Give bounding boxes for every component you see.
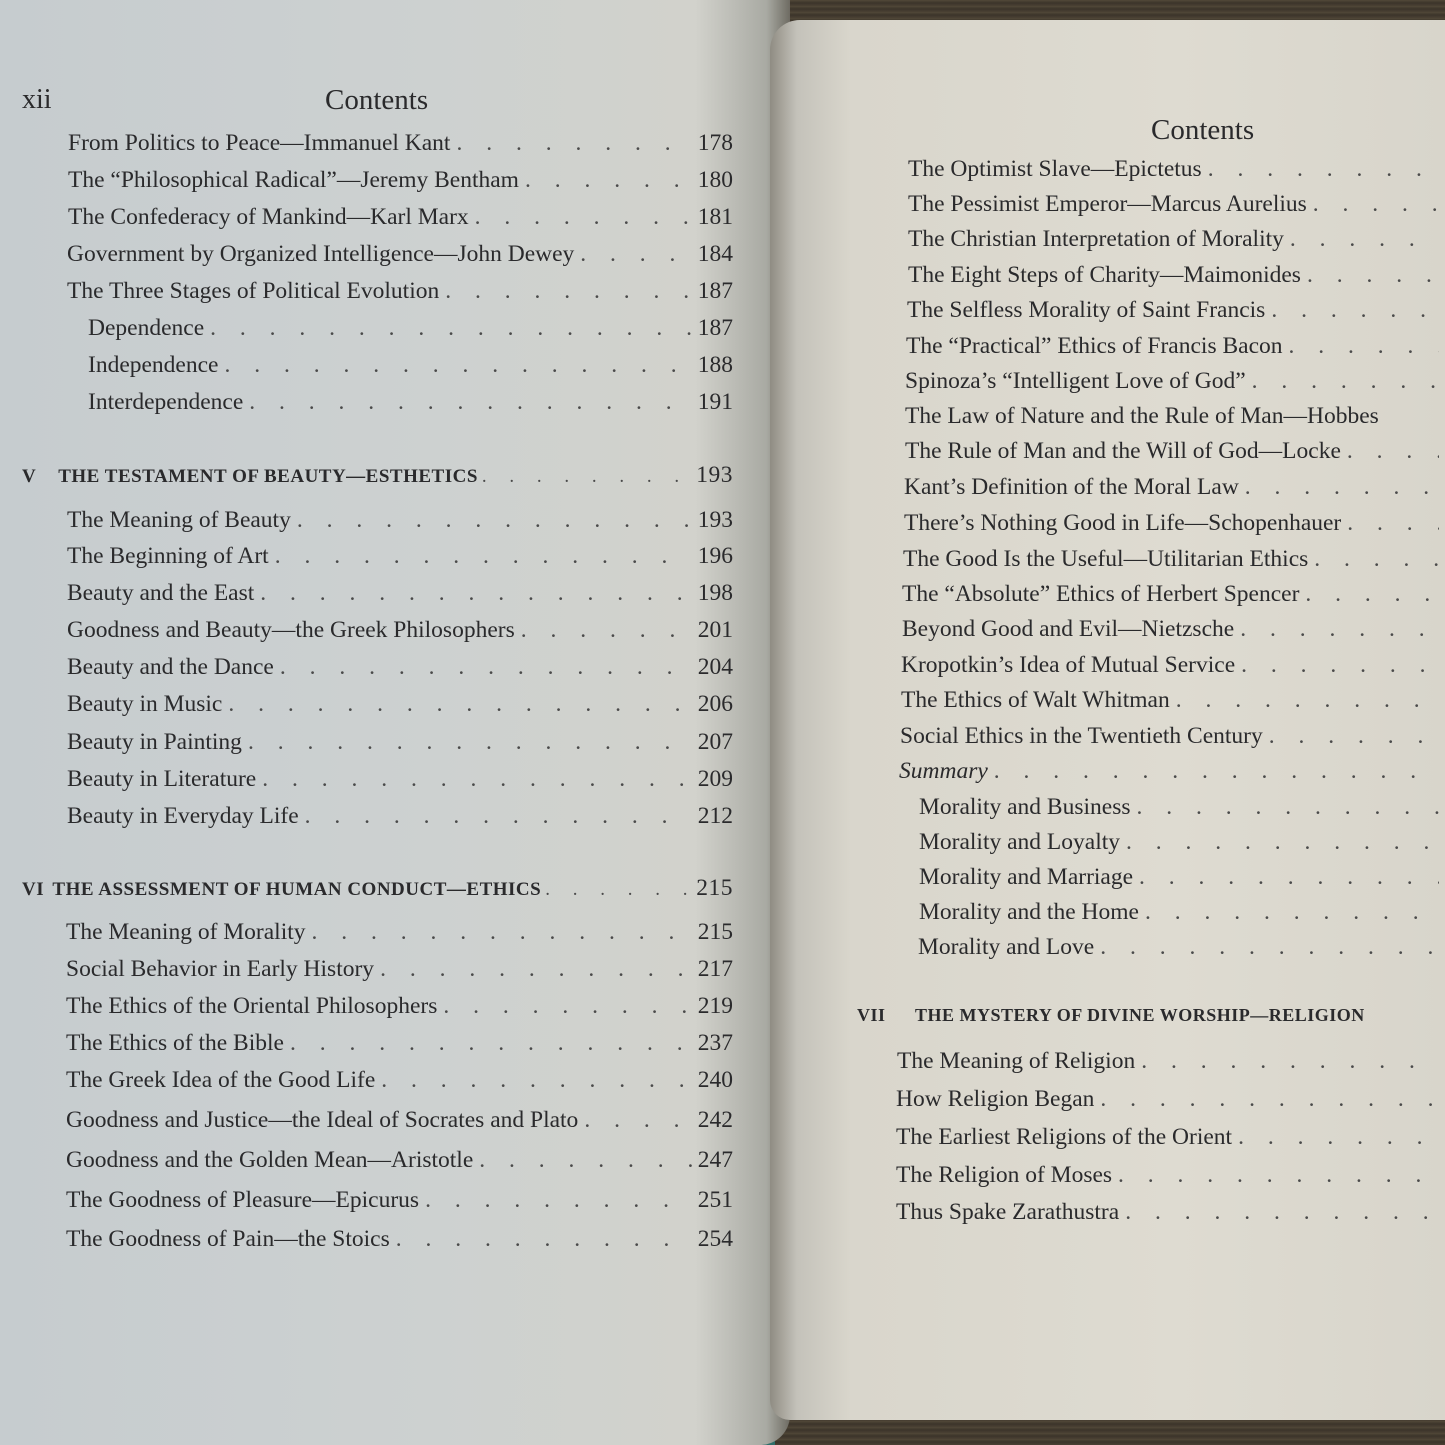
toc-entry-title: Beauty in Everyday Life bbox=[67, 803, 299, 829]
toc-entry bbox=[908, 156, 1445, 183]
toc-entry bbox=[896, 1086, 1445, 1113]
chapter-page: 215 bbox=[696, 875, 733, 901]
toc-entry bbox=[897, 1048, 1445, 1075]
toc-entry-page: 237 bbox=[697, 1030, 733, 1056]
toc-entry-title: Morality and Loyalty bbox=[919, 829, 1121, 855]
toc-entry bbox=[68, 167, 733, 194]
toc-entry-title: The Meaning of Beauty bbox=[67, 507, 291, 533]
leader-dots bbox=[1238, 1124, 1439, 1151]
leader-dots bbox=[260, 580, 691, 607]
leader-dots bbox=[1271, 297, 1439, 324]
toc-entry-page: 201 bbox=[697, 617, 733, 643]
toc-entry-page: 215 bbox=[697, 919, 733, 945]
leader-dots bbox=[1141, 1048, 1439, 1075]
toc-entry-page: 247 bbox=[697, 1147, 733, 1173]
toc-entry bbox=[67, 507, 733, 534]
toc-entry bbox=[66, 919, 733, 946]
toc-entry-title: There’s Nothing Good in Life—Schopenhauer bbox=[904, 510, 1342, 536]
leader-dots bbox=[224, 352, 691, 379]
toc-entry bbox=[896, 1162, 1445, 1189]
toc-entry bbox=[66, 1030, 733, 1057]
toc-entry-page: 178 bbox=[697, 130, 733, 156]
toc-entry-title: How Religion Began bbox=[896, 1086, 1095, 1112]
toc-entry-title: The Pessimist Emperor—Marcus Aurelius bbox=[908, 191, 1307, 217]
toc-entry bbox=[66, 1067, 733, 1094]
chapter-title: THE TESTAMENT OF BEAUTY—ESTHETICS bbox=[58, 466, 478, 487]
toc-subentry bbox=[88, 315, 733, 342]
leader-dots bbox=[1125, 1199, 1439, 1226]
toc-entry-page: 193 bbox=[697, 507, 733, 533]
toc-subentry bbox=[88, 389, 733, 416]
toc-entry-title: The Earliest Religions of the Orient bbox=[896, 1124, 1233, 1150]
leader-dots bbox=[580, 241, 691, 268]
leader-dots bbox=[1176, 687, 1439, 714]
leader-dots bbox=[305, 803, 692, 830]
toc-entry-title: Thus Spake Zarathustra bbox=[896, 1199, 1120, 1225]
leader-dots bbox=[210, 315, 692, 342]
leader-dots bbox=[1269, 723, 1439, 750]
leader-dots bbox=[1241, 652, 1439, 679]
leader-dots bbox=[1100, 934, 1439, 961]
toc-entry-title: The Goodness of Pleasure—Epicurus bbox=[66, 1187, 420, 1213]
toc-entry-title: The Optimist Slave—Epictetus bbox=[908, 156, 1202, 182]
summary-label: Summary bbox=[899, 758, 988, 784]
toc-entry bbox=[67, 278, 733, 305]
toc-entry bbox=[908, 262, 1445, 289]
toc-entry bbox=[903, 546, 1445, 573]
toc-entry bbox=[906, 333, 1445, 360]
leader-dots bbox=[262, 766, 692, 793]
leader-dots bbox=[1314, 546, 1439, 573]
toc-entry bbox=[904, 510, 1445, 537]
leader-dots bbox=[1289, 333, 1439, 360]
leader-dots bbox=[1347, 510, 1439, 537]
toc-entry-title: The “Philosophical Radical”—Jeremy Bentham bbox=[68, 167, 519, 193]
leader-dots bbox=[584, 1107, 691, 1134]
toc-entry-title: Interdependence bbox=[88, 389, 244, 415]
leader-dots bbox=[1137, 794, 1440, 821]
chapter-number: VI bbox=[22, 879, 45, 900]
toc-entry-page: 180 bbox=[697, 167, 733, 193]
toc-entry-page: 184 bbox=[697, 241, 733, 267]
toc-entry-title: Morality and Marriage bbox=[919, 864, 1134, 890]
chapter-title: THE MYSTERY OF DIVINE WORSHIP—RELIGION bbox=[915, 1005, 1365, 1025]
leader-dots bbox=[380, 956, 692, 983]
leader-dots bbox=[249, 389, 691, 416]
toc-entry bbox=[896, 1199, 1445, 1226]
toc-entry-title: Beyond Good and Evil—Nietzsche bbox=[902, 616, 1235, 642]
toc-entry-title: Beauty and the East bbox=[67, 580, 255, 606]
toc-entry-page: 188 bbox=[697, 352, 733, 378]
leader-dots bbox=[280, 654, 692, 681]
leader-dots bbox=[425, 1187, 692, 1214]
toc-entry-page: 187 bbox=[697, 278, 733, 304]
leader-dots bbox=[1118, 1162, 1439, 1189]
toc-entry-page: 207 bbox=[697, 729, 733, 755]
leader-dots bbox=[479, 1147, 691, 1174]
chapter-heading-vi bbox=[22, 875, 733, 902]
toc-subentry bbox=[88, 352, 733, 379]
running-head: Contents bbox=[1151, 114, 1255, 146]
toc-entry bbox=[902, 581, 1445, 608]
chapter-number: VII bbox=[857, 1005, 886, 1025]
leader-dots bbox=[994, 758, 1439, 785]
toc-subentry bbox=[919, 864, 1445, 891]
toc-entry-page: 242 bbox=[697, 1107, 733, 1133]
toc-entry-page: 198 bbox=[697, 580, 733, 606]
toc-entry-title: The Confederacy of Mankind—Karl Marx bbox=[68, 204, 469, 230]
page-folio: xii bbox=[22, 84, 52, 115]
leader-dots bbox=[297, 507, 692, 534]
toc-entry-page: 187 bbox=[697, 315, 733, 341]
leader-dots bbox=[545, 879, 692, 901]
chapter-page: 193 bbox=[696, 462, 733, 488]
leader-dots bbox=[1126, 829, 1439, 856]
toc-entry-page: 209 bbox=[697, 766, 733, 792]
chapter-number: V bbox=[22, 466, 37, 487]
toc-entry-title: Goodness and Beauty—the Greek Philosophers bbox=[67, 617, 515, 643]
toc-entry-title: The Meaning of Morality bbox=[66, 919, 306, 945]
chapter-heading-vii bbox=[857, 1005, 1445, 1026]
leader-dots bbox=[1290, 226, 1439, 253]
toc-entry bbox=[67, 729, 733, 756]
toc-entry bbox=[908, 226, 1445, 253]
toc-entry bbox=[904, 474, 1445, 501]
toc-entry bbox=[66, 1147, 733, 1174]
toc-entry-title: The Ethics of the Oriental Philosophers bbox=[66, 993, 438, 1019]
leader-dots bbox=[290, 1030, 692, 1057]
chapter-heading-v bbox=[22, 462, 733, 489]
toc-subentry bbox=[919, 794, 1445, 821]
toc-entry-page: 191 bbox=[697, 389, 733, 415]
leader-dots bbox=[1208, 156, 1439, 183]
running-head: Contents bbox=[325, 84, 429, 116]
toc-entry-title: The Good Is the Useful—Utilitarian Ethics bbox=[903, 546, 1309, 572]
toc-entry bbox=[67, 654, 733, 681]
leader-dots bbox=[1305, 581, 1439, 608]
toc-entry-title: Morality and Love bbox=[918, 934, 1095, 960]
toc-entry-title: Social Ethics in the Twentieth Century bbox=[900, 723, 1263, 749]
toc-entry-title: Social Behavior in Early History bbox=[66, 956, 375, 982]
toc-entry bbox=[66, 993, 733, 1020]
toc-entry-title: Kant’s Definition of the Moral Law bbox=[904, 474, 1239, 500]
leader-dots bbox=[396, 1226, 692, 1253]
toc-entry bbox=[68, 130, 733, 157]
toc-entry bbox=[901, 652, 1445, 679]
toc-entry-title: The Christian Interpretation of Morality bbox=[908, 226, 1284, 252]
toc-entry bbox=[67, 617, 733, 644]
toc-entry bbox=[902, 616, 1445, 643]
toc-entry-title: The Religion of Moses bbox=[896, 1162, 1113, 1188]
toc-entry-title: Government by Organized Intelligence—John Dewey bbox=[67, 241, 575, 267]
leader-dots bbox=[1307, 262, 1439, 289]
toc-entry-title: The Meaning of Religion bbox=[897, 1048, 1136, 1074]
leader-dots bbox=[381, 1067, 691, 1094]
leader-dots bbox=[521, 617, 692, 644]
toc-entry-title: The Beginning of Art bbox=[67, 543, 269, 569]
leader-dots bbox=[456, 130, 691, 157]
toc-entry bbox=[67, 580, 733, 607]
leader-dots bbox=[275, 543, 692, 570]
toc-entry bbox=[66, 1107, 733, 1134]
toc-entry-title: Beauty in Painting bbox=[67, 729, 242, 755]
toc-entry-title: Morality and the Home bbox=[919, 899, 1139, 925]
toc-entry-page: 212 bbox=[697, 803, 733, 829]
leader-dots bbox=[1145, 899, 1439, 926]
toc-entry-title: The Ethics of the Bible bbox=[66, 1030, 284, 1056]
leader-dots bbox=[1347, 438, 1439, 465]
toc-subentry bbox=[919, 899, 1445, 926]
toc-entry bbox=[67, 766, 733, 793]
toc-entry-page: 206 bbox=[697, 691, 733, 717]
toc-entry bbox=[900, 723, 1445, 750]
toc-entry bbox=[68, 204, 733, 231]
toc-entry-title: From Politics to Peace—Immanuel Kant bbox=[68, 130, 451, 156]
leader-dots bbox=[228, 691, 691, 718]
toc-entry-page: 219 bbox=[697, 993, 733, 1019]
toc-entry-title: Kropotkin’s Idea of Mutual Service bbox=[901, 652, 1236, 678]
toc-entry bbox=[66, 956, 733, 983]
leader-dots bbox=[1240, 616, 1439, 643]
leader-dots bbox=[1100, 1086, 1439, 1113]
toc-entry-page: 196 bbox=[697, 543, 733, 569]
leader-dots bbox=[475, 204, 692, 231]
toc-entry-title: Beauty and the Dance bbox=[67, 654, 274, 680]
toc-entry bbox=[907, 297, 1445, 324]
leader-dots bbox=[1313, 191, 1439, 218]
toc-entry-page: 240 bbox=[697, 1067, 733, 1093]
leader-dots bbox=[1252, 368, 1439, 395]
toc-entry-title: Independence bbox=[88, 352, 219, 378]
toc-entry-page: 204 bbox=[697, 654, 733, 680]
toc-entry-title: The Selfless Morality of Saint Francis bbox=[907, 297, 1266, 323]
toc-entry-title: Goodness and Justice—the Ideal of Socrates and Plato bbox=[66, 1107, 579, 1133]
toc-entry bbox=[905, 438, 1445, 465]
toc-entry bbox=[67, 543, 733, 570]
toc-entry bbox=[896, 1124, 1445, 1151]
toc-entry bbox=[908, 191, 1445, 218]
leader-dots bbox=[248, 729, 692, 756]
toc-entry-page: 217 bbox=[697, 956, 733, 982]
toc-entry bbox=[67, 241, 733, 268]
toc-entry bbox=[66, 1187, 733, 1214]
leader-dots bbox=[312, 919, 692, 946]
leader-dots bbox=[1245, 474, 1439, 501]
leader-dots bbox=[482, 466, 692, 488]
toc-entry-title: The Law of Nature and the Rule of Man—Hobbes bbox=[905, 403, 1379, 429]
chapter-title: THE ASSESSMENT OF HUMAN CONDUCT—ETHICS bbox=[52, 879, 542, 900]
toc-entry-page: 251 bbox=[697, 1187, 733, 1213]
toc-entry-title: The Goodness of Pain—the Stoics bbox=[66, 1226, 390, 1252]
toc-entry-title: Spinoza’s “Intelligent Love of God” bbox=[905, 368, 1246, 394]
toc-entry bbox=[67, 803, 733, 830]
toc-entry-title: Goodness and the Golden Mean—Aristotle bbox=[66, 1147, 474, 1173]
toc-entry-title: The “Practical” Ethics of Francis Bacon bbox=[906, 333, 1283, 359]
toc-entry-page: 181 bbox=[697, 204, 733, 230]
toc-entry-title: The Ethics of Walt Whitman bbox=[901, 687, 1170, 713]
toc-subentry bbox=[919, 829, 1445, 856]
leader-dots bbox=[445, 278, 692, 305]
toc-entry bbox=[66, 1226, 733, 1253]
toc-entry-page: 254 bbox=[697, 1226, 733, 1252]
toc-entry bbox=[67, 691, 733, 718]
summary-heading bbox=[899, 758, 1445, 785]
toc-entry-title: The “Absolute” Ethics of Herbert Spencer bbox=[902, 581, 1300, 607]
toc-entry-title: The Three Stages of Political Evolution bbox=[67, 278, 440, 304]
toc-entry bbox=[905, 403, 1445, 430]
toc-entry bbox=[901, 687, 1445, 714]
leader-dots bbox=[1139, 864, 1439, 891]
toc-subentry bbox=[918, 934, 1445, 961]
toc-entry-title: The Eight Steps of Charity—Maimonides bbox=[908, 262, 1301, 288]
toc-entry-title: The Rule of Man and the Will of God—Locke bbox=[905, 438, 1341, 464]
toc-entry bbox=[905, 368, 1445, 395]
leader-dots bbox=[525, 167, 692, 194]
toc-entry-title: Beauty in Music bbox=[67, 691, 223, 717]
toc-entry-title: Dependence bbox=[88, 315, 205, 341]
toc-entry-title: The Greek Idea of the Good Life bbox=[66, 1067, 376, 1093]
right-page bbox=[770, 20, 1445, 1420]
leader-dots bbox=[443, 993, 691, 1020]
toc-entry-title: Morality and Business bbox=[919, 794, 1131, 820]
toc-entry-title: Beauty in Literature bbox=[67, 766, 257, 792]
